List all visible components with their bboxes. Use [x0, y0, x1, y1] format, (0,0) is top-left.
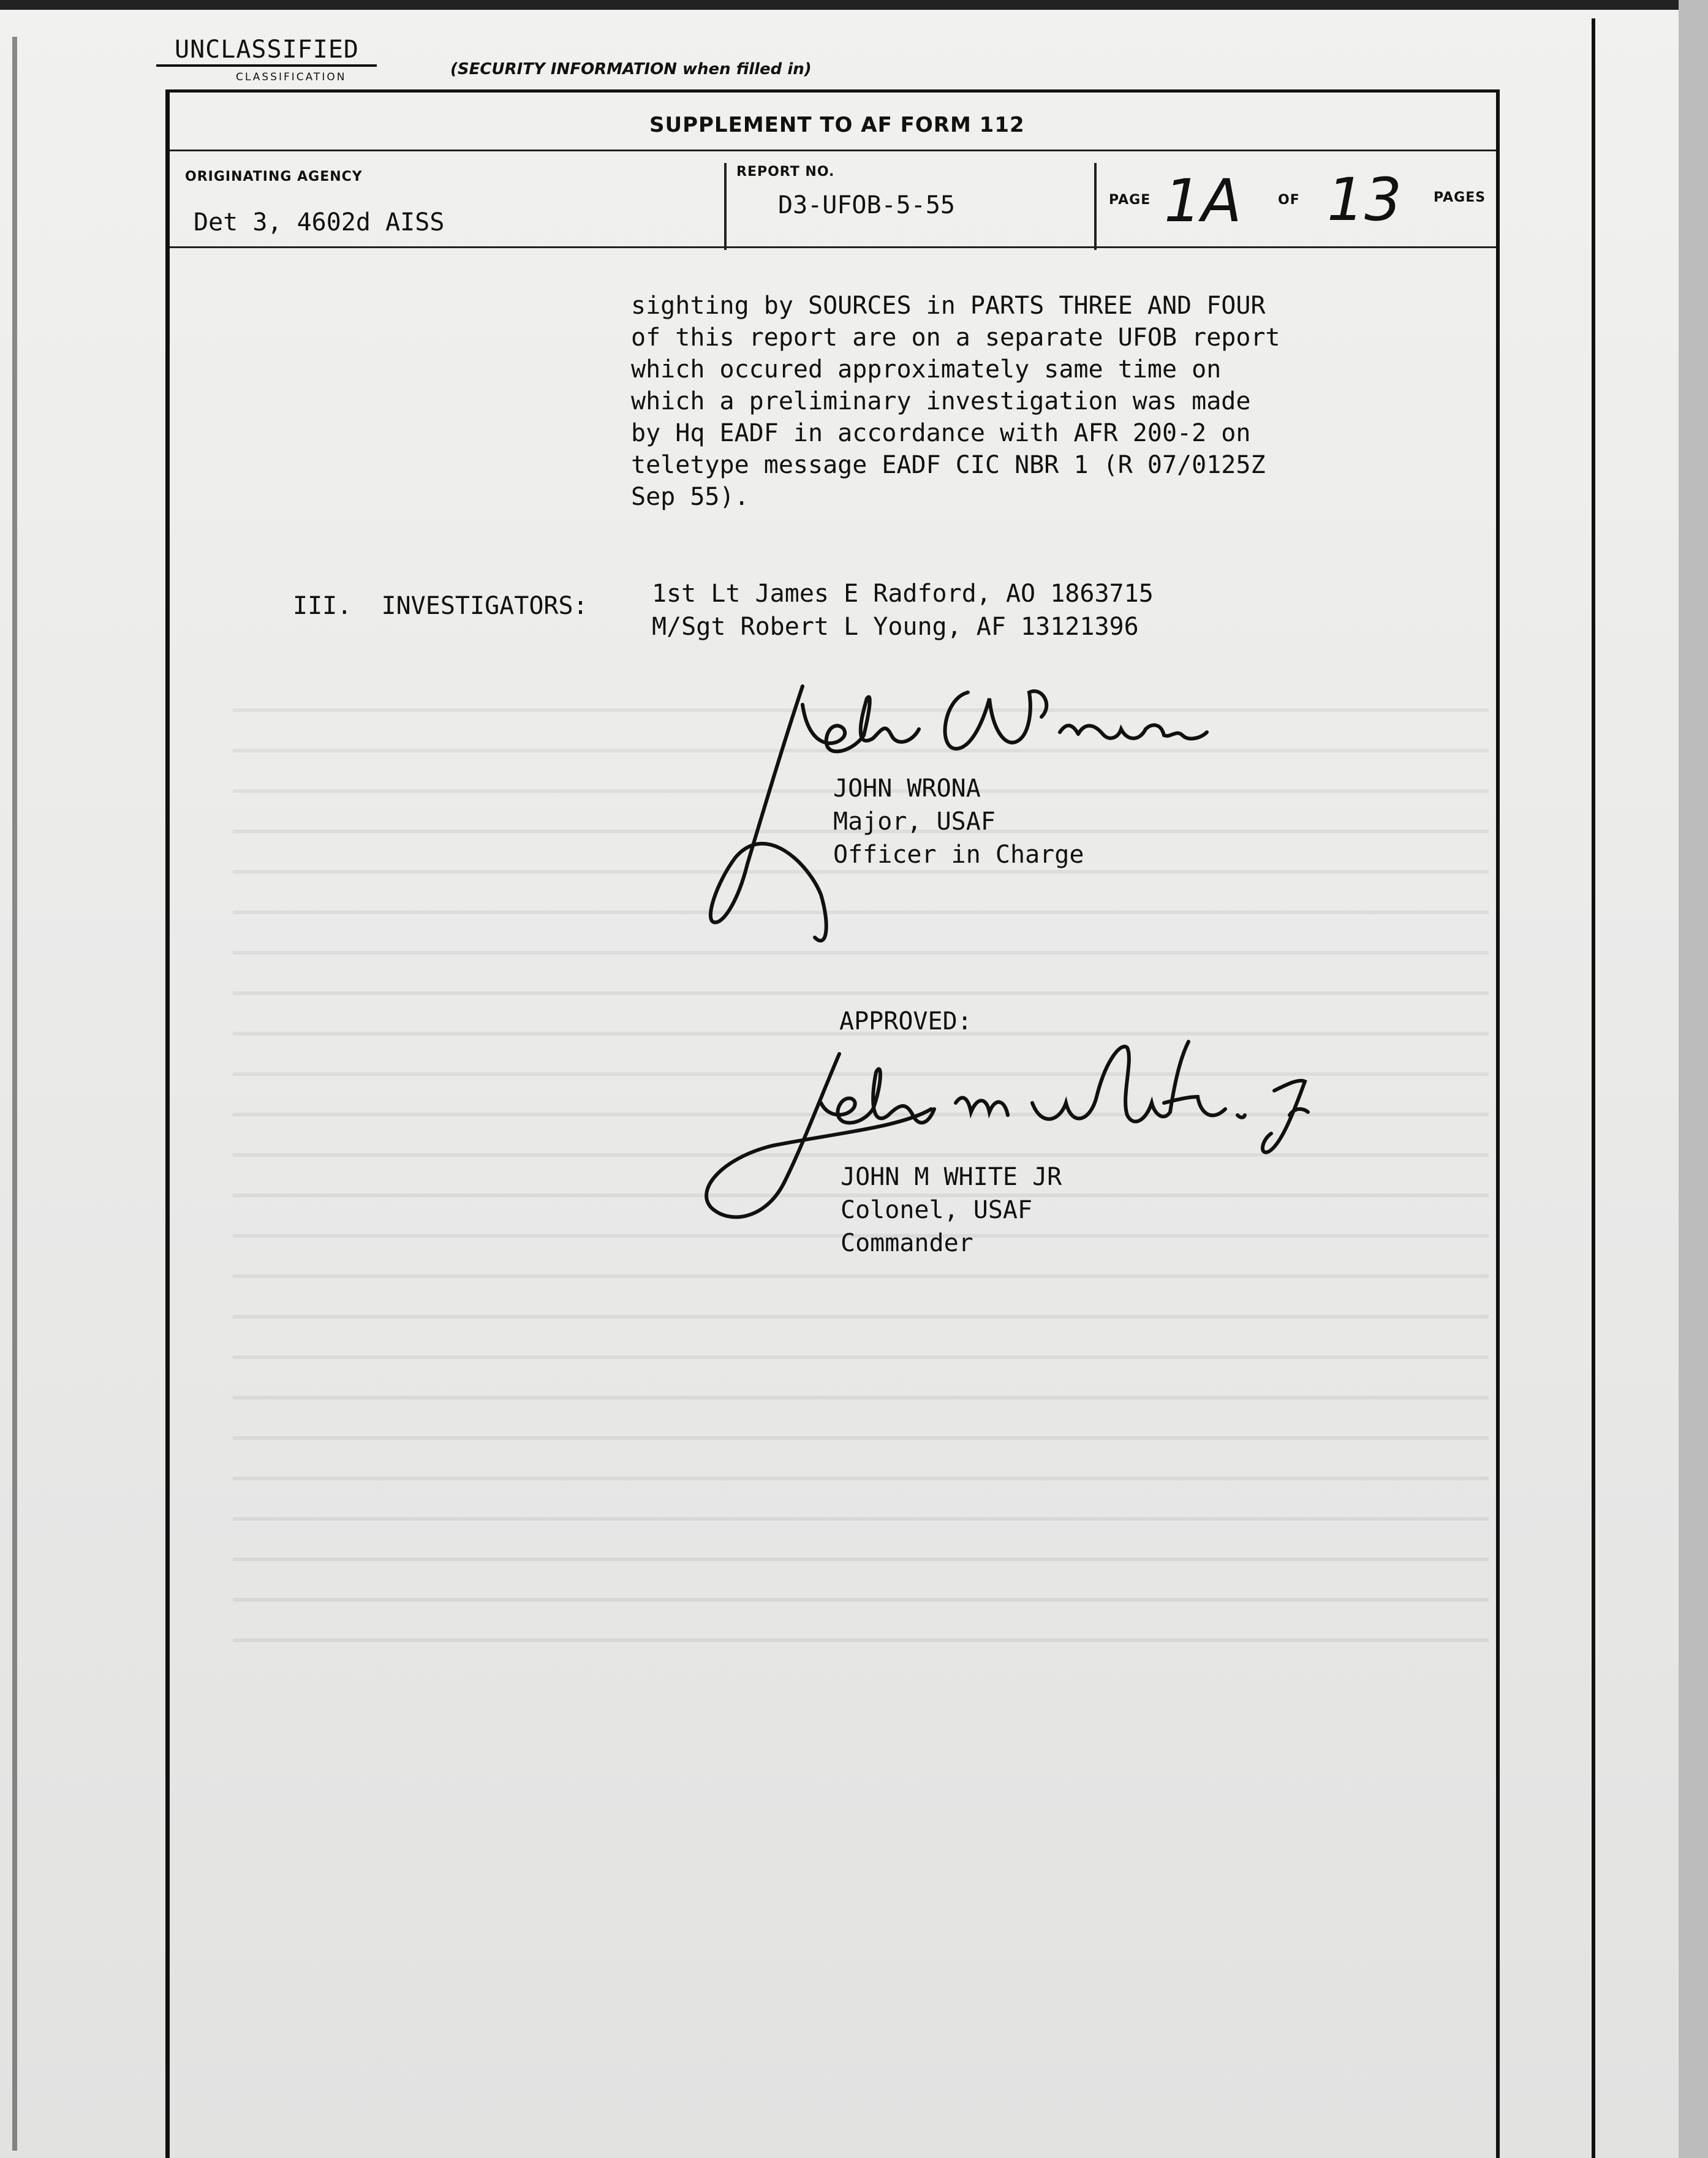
- classification-label: CLASSIFICATION: [236, 71, 347, 83]
- officer-title: Officer in Charge: [833, 841, 1084, 869]
- originating-agency-label: ORIGINATING AGENCY: [185, 169, 363, 184]
- of-label: OF: [1278, 192, 1300, 208]
- investigator-line: M/Sgt Robert L Young, AF 13121396: [652, 613, 1139, 641]
- officer-name: JOHN WRONA: [833, 774, 981, 803]
- paragraph-line: Sep 55).: [631, 483, 749, 511]
- page-label: PAGE: [1109, 192, 1151, 208]
- section-label: III. INVESTIGATORS:: [293, 592, 588, 620]
- officer-rank: Major, USAF: [833, 808, 996, 836]
- commander-name: JOHN M WHITE JR: [841, 1163, 1062, 1191]
- classification-underline: [156, 64, 377, 67]
- form-rule-top: [170, 150, 1496, 151]
- report-no-value: D3-UFOB-5-55: [778, 191, 955, 219]
- page-border-right: [1592, 18, 1595, 2158]
- commander-rank: Colonel, USAF: [841, 1196, 1033, 1224]
- scan-edge-right: [1679, 0, 1708, 2158]
- security-note: (SECURITY INFORMATION when filled in): [450, 60, 812, 78]
- form-divider-2: [1094, 163, 1097, 250]
- paragraph-line: by Hq EADF in accordance with AFR 200-2 on: [631, 419, 1251, 447]
- classification-stamp: UNCLASSIFIED: [175, 36, 359, 64]
- originating-agency-value: Det 3, 4602d AISS: [194, 208, 445, 237]
- paragraph-line: which a preliminary investigation was made: [631, 387, 1251, 415]
- form-rule-bottom: [170, 246, 1496, 248]
- form-title: SUPPLEMENT TO AF FORM 112: [649, 113, 1025, 137]
- commander-title: Commander: [841, 1229, 973, 1257]
- paragraph-line: which occured approximately same time on: [631, 355, 1222, 384]
- paragraph-line: teletype message EADF CIC NBR 1 (R 07/0125Z: [631, 451, 1266, 479]
- report-no-label: REPORT NO.: [736, 164, 835, 180]
- scan-edge-left: [12, 37, 17, 2151]
- pages-label: PAGES: [1434, 190, 1486, 205]
- paragraph-line: of this report are on a separate UFOB report: [631, 324, 1280, 352]
- form-divider-1: [724, 163, 727, 250]
- paragraph-line: sighting by SOURCES in PARTS THREE AND FOUR: [631, 292, 1266, 320]
- approved-label: APPROVED:: [839, 1007, 972, 1035]
- investigator-line: 1st Lt James E Radford, AO 1863715: [652, 580, 1154, 608]
- total-pages: 13: [1327, 165, 1402, 234]
- page-number: 1A: [1164, 167, 1242, 235]
- scan-edge-top: [0, 0, 1708, 10]
